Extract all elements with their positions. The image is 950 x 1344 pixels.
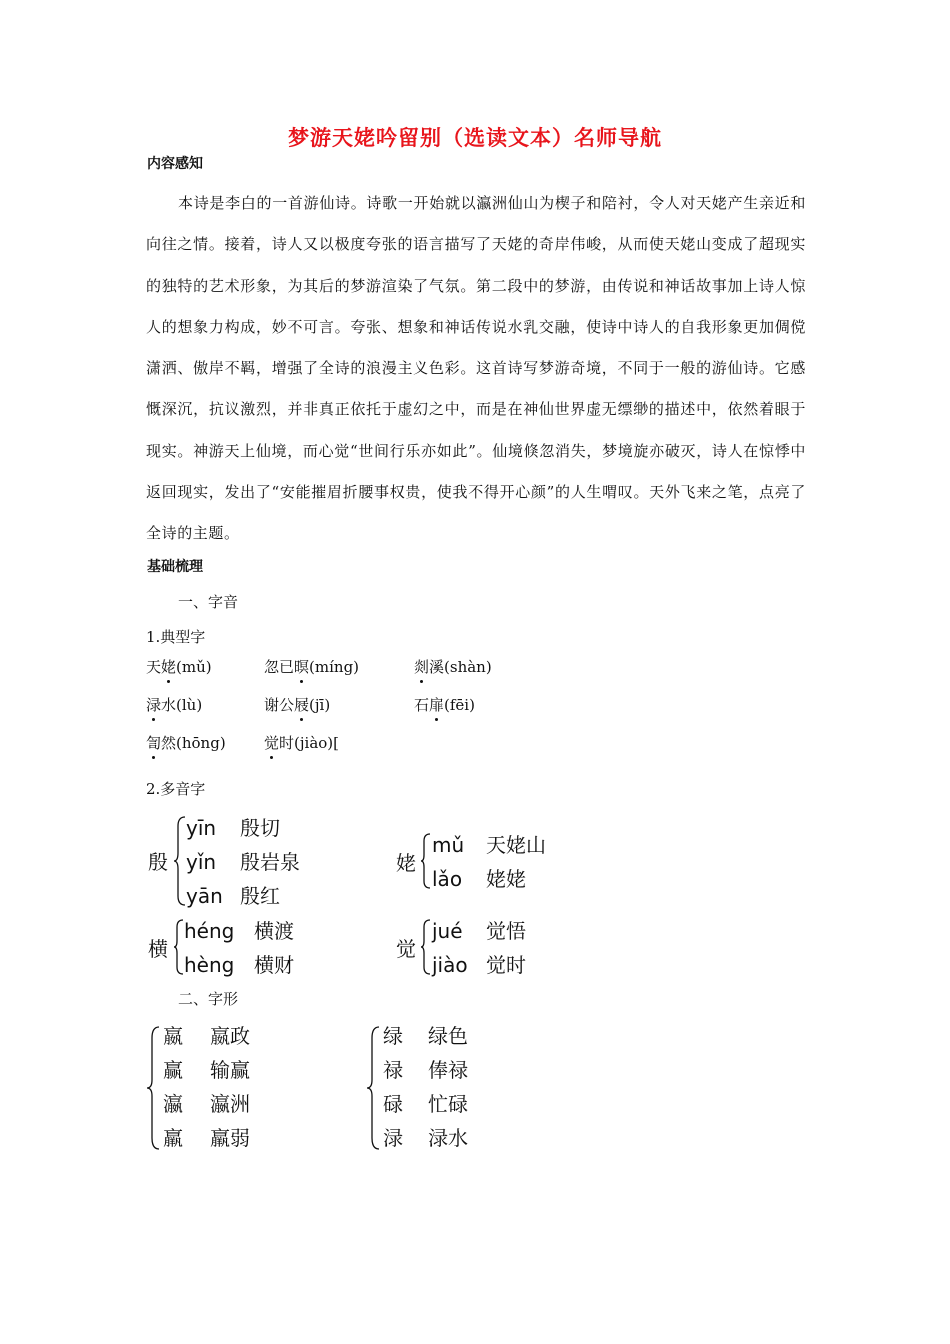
char-suffix: (mǔ) [176, 658, 212, 676]
typical-char [264, 732, 339, 753]
pinyin: lǎo [432, 867, 463, 891]
dotted-char: 姥 [161, 658, 177, 676]
char-suffix: (míng) [309, 658, 360, 676]
example-word: 天姥山 [486, 833, 546, 857]
subsection-shape: 二、字形 [178, 990, 239, 1008]
dotted-char: 觉 [264, 734, 280, 752]
typical-char [414, 694, 475, 715]
example-word: 羸弱 [210, 1126, 250, 1150]
char-suffix: 水(lù) [161, 696, 203, 714]
shape-item [163, 1122, 250, 1151]
shape-char: 渌 [383, 1126, 403, 1150]
pinyin: jiào [432, 953, 468, 977]
example-word: 输赢 [210, 1058, 250, 1082]
dotted-char: 渌 [146, 696, 162, 714]
char-suffix: (fēi) [444, 696, 475, 714]
polyphone-reading [432, 949, 526, 978]
page-title: 梦游天姥吟留别（选读文本）名师导航 [288, 126, 662, 150]
shape-item [383, 1088, 468, 1117]
example-word: 横财 [254, 953, 294, 977]
example-word: 觉悟 [486, 919, 526, 943]
brace-icon [366, 1026, 380, 1150]
item-typical-chars: 1.典型字 [146, 628, 206, 646]
polyphone-char: 横 [148, 937, 168, 961]
polyphone-reading [186, 880, 280, 909]
char-prefix: 石 [414, 696, 430, 714]
section-heading-content: 内容感知 [147, 156, 203, 172]
polyphone-char: 觉 [396, 937, 416, 961]
example-word: 殷岩泉 [240, 850, 300, 874]
shape-item [383, 1020, 468, 1049]
example-word: 姥姥 [486, 867, 526, 891]
shape-item [383, 1122, 468, 1151]
polyphone-reading [432, 915, 526, 944]
brace-icon [420, 919, 432, 975]
shape-item [163, 1020, 250, 1049]
polyphone-reading [186, 812, 280, 841]
content-paragraph: 本诗是李白的一首游仙诗。诗歌一开始就以瀛洲仙山为楔子和陪衬，令人对天姥产生亲近和向往之情。接着，诗人又以极度夸张的语言描写了天姥的奇岸伟峻，从而使天姥山变成了超现实的独特的艺术形象，为其后的梦游渲染了气氛。第二段中的梦游，由传说和神话故事加上诗人惊人的想象力构成，妙不可言。夸张、想象和神话传说水乳交融，使诗中诗人的自我形象更加倜傥潇洒、傲岸不羁，增强了全诗的浪漫主义色彩。这首诗写梦游奇境，不同于一般的游仙诗。它感慨深沉，抗议激烈，并非真正依托于虚幻之中，而是在神仙世界虚无缥缈的描述中，依然着眼于现实。神游天上仙境，而心觉“世间行乐亦如此”。仙境倏忽消失，梦境旋亦破灭，诗人在惊悸中返回现实，发出了“安能摧眉折腰事权贵，使我不得开心颜”的人生喟叹。天外飞来之笔，点亮了全诗的主题。 [146, 194, 806, 543]
char-suffix: 时(jiào)[ [279, 734, 339, 752]
example-word: 殷切 [240, 816, 280, 840]
brace-icon [420, 833, 432, 889]
typical-chars-grid [146, 656, 746, 770]
typical-char [146, 732, 226, 753]
char-suffix: 溪(shàn) [429, 658, 492, 676]
polyphone-reading [432, 829, 546, 858]
typical-char [146, 694, 202, 715]
subsection-pronunciation: 一、字音 [178, 593, 239, 611]
typical-char [414, 656, 492, 677]
polyphone-reading [432, 863, 526, 892]
char-suffix: (jī) [309, 696, 331, 714]
dotted-char: 剡 [414, 658, 430, 676]
dotted-char: 暝 [294, 658, 310, 676]
pinyin: yǐn [186, 850, 217, 874]
pinyin: mǔ [432, 833, 465, 857]
example-word: 嬴政 [210, 1024, 250, 1048]
char-prefix: 天 [146, 658, 162, 676]
typical-char [264, 694, 330, 715]
example-word: 俸禄 [428, 1058, 468, 1082]
example-word: 殷红 [240, 884, 280, 908]
dotted-char: 扉 [429, 696, 445, 714]
typical-row [146, 694, 746, 732]
example-word: 渌水 [428, 1126, 468, 1150]
dotted-char: 屐 [294, 696, 310, 714]
shape-char: 禄 [383, 1058, 403, 1082]
shape-char: 赢 [163, 1058, 183, 1082]
shape-char: 嬴 [163, 1024, 183, 1048]
polyphone-reading [184, 915, 294, 944]
shape-item [163, 1054, 250, 1083]
typical-row [146, 656, 746, 694]
pinyin: héng [184, 919, 235, 943]
shape-char: 羸 [163, 1126, 183, 1150]
polyphone-reading [184, 949, 294, 978]
char-prefix: 谢公 [264, 696, 295, 714]
shape-char: 瀛 [163, 1092, 183, 1116]
pinyin: yīn [186, 816, 217, 840]
example-word: 横渡 [254, 919, 294, 943]
example-word: 忙碌 [428, 1092, 468, 1116]
section-heading-basics: 基础梳理 [147, 559, 203, 575]
polyphone-char: 姥 [396, 851, 416, 875]
item-polyphones: 2.多音字 [146, 780, 206, 798]
shape-item [163, 1088, 250, 1117]
brace-icon [146, 1026, 160, 1150]
shape-char: 绿 [383, 1024, 403, 1048]
typical-char [146, 656, 212, 677]
char-suffix: 然(hōng) [161, 734, 226, 752]
polyphone-char: 殷 [148, 850, 168, 874]
example-word: 绿色 [428, 1024, 468, 1048]
pinyin: jué [432, 919, 463, 943]
pinyin: yān [186, 884, 223, 908]
pinyin: hèng [184, 953, 235, 977]
example-word: 觉时 [486, 953, 526, 977]
shape-item [383, 1054, 468, 1083]
example-word: 瀛洲 [210, 1092, 250, 1116]
polyphone-reading [186, 846, 300, 875]
typical-row [146, 732, 746, 770]
brace-icon [173, 816, 187, 906]
dotted-char: 訇 [146, 734, 162, 752]
shape-char: 碌 [383, 1092, 403, 1116]
char-prefix: 忽已 [264, 658, 295, 676]
typical-char [264, 656, 359, 677]
